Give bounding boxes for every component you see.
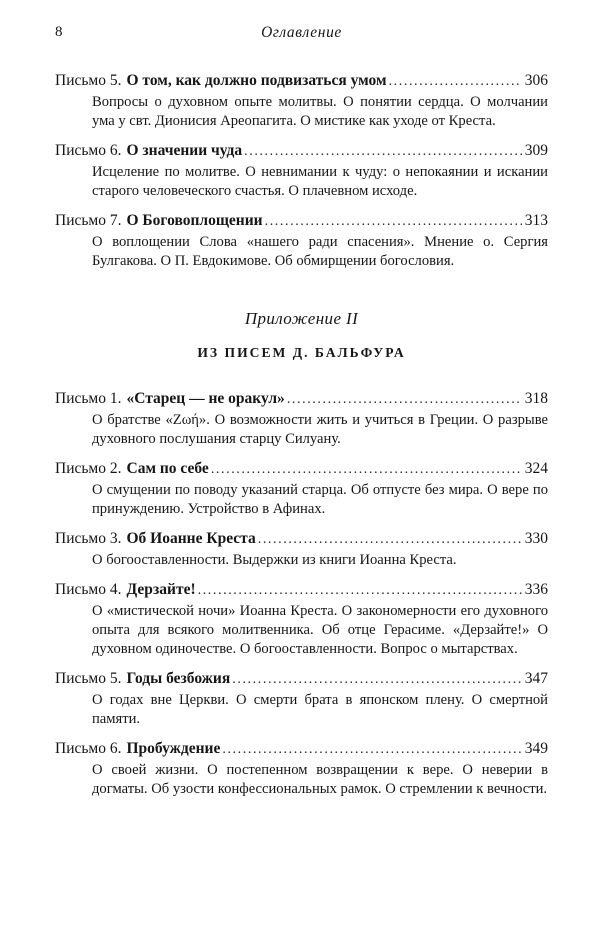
entry-description: О смущении по поводу указаний старца. Об отпусте без мира. О вере по принуждению. Устройство в Афинах. [92,482,548,517]
toc-entry-line [55,580,548,601]
dot-leader [211,459,522,480]
toc-entry-line [55,71,548,92]
entry-title: Сам по себе [126,460,209,477]
entry-label: Письмо 1. [55,390,122,407]
toc-entry-line [55,529,548,550]
entry-label: Письмо 3. [55,530,122,547]
toc-entry [55,529,548,570]
dot-leader [389,71,522,92]
entry-page-number: 313 [524,212,548,229]
toc-entry [55,141,548,201]
page-header [55,24,548,44]
toc-entry [55,669,548,729]
toc-entry-line [55,459,548,480]
entry-title: Дерзайте! [126,581,196,598]
entry-page-number: 349 [524,740,548,757]
dot-leader [222,739,521,760]
dot-leader [265,211,522,232]
toc-entry [55,389,548,449]
entry-label: Письмо 7. [55,212,122,229]
entry-label: Письмо 5. [55,670,122,687]
entry-description: Вопросы о духовном опыте молитвы. О понятии сердца. О молчании ума у свт. Дионисия Ареопагита. О мистике как уходе от Креста. [92,94,548,129]
entry-label: Письмо 6. [55,740,122,757]
entry-page-number: 309 [524,142,548,159]
entry-description: О годах вне Церкви. О смерти брата в японском плену. О смертной памяти. [92,692,548,727]
appendix-title: Приложение II [244,309,359,328]
entry-title: Годы безбожия [126,670,231,687]
dot-leader [232,669,522,690]
toc-entry-line [55,211,548,232]
toc-entry [55,580,548,659]
entry-page-number: 324 [524,460,548,477]
dot-leader [258,529,522,550]
entry-title: О значении чуда [126,142,243,159]
entry-page-number: 347 [524,670,548,687]
dot-leader [287,389,522,410]
entry-description: О воплощении Слова «нашего ради спасения». Мнение о. Сергия Булгакова. О П. Евдокимове. Об обмирщении богословия. [92,234,548,269]
toc-entry [55,71,548,131]
entry-label: Письмо 6. [55,142,122,159]
entry-label: Письмо 4. [55,581,122,598]
toc-entry-line [55,389,548,410]
dot-leader [244,141,522,162]
entry-title: Пробуждение [126,740,221,757]
entry-title: О том, как должно подвизаться умом [126,72,387,89]
toc-entry-line [55,669,548,690]
appendix-heading [55,309,548,361]
entry-title: О Боговоплощении [126,212,263,229]
entry-title: «Старец — не оракул» [126,390,285,407]
running-head: Оглавление [261,24,342,41]
appendix-subtitle: ИЗ ПИСЕМ Д. БАЛЬФУРА [197,345,406,360]
entry-page-number: 330 [524,530,548,547]
entry-page-number: 336 [524,581,548,598]
entry-page-number: 318 [524,390,548,407]
entry-description: О «мистической ночи» Иоанна Креста. О закономерности его духовного опыта для всякого молитвенника. Об отце Герасиме. «Дерзайте!» О духовном одиночестве. О богооставленности. Вопрос о мытарствах. [92,603,548,657]
entry-description: О богооставленности. Выдержки из книги Иоанна Креста. [92,552,457,568]
entry-label: Письмо 2. [55,460,122,477]
toc-entry [55,459,548,519]
entry-description: О братстве «Ζωή». О возможности жить и учиться в Греции. О разрыве духовного послушания старцу Силуану. [92,412,548,447]
toc-entry [55,211,548,271]
entry-description: О своей жизни. О постепенном возвращении к вере. О неверии в догматы. Об узости конфессиональных рамок. О стремлении к вечности. [92,762,548,797]
page-number: 8 [55,24,63,40]
entry-label: Письмо 5. [55,72,122,89]
toc-entry [55,739,548,799]
entry-page-number: 306 [524,72,548,89]
toc-entry-line [55,141,548,162]
toc-entry-line [55,739,548,760]
entry-title: Об Иоанне Креста [126,530,256,547]
entry-description: Исцеление по молитве. О невнимании к чуду: о непокаянии и искании старого человеческого счастья. О плачевном исходе. [92,164,548,199]
dot-leader [198,580,522,601]
